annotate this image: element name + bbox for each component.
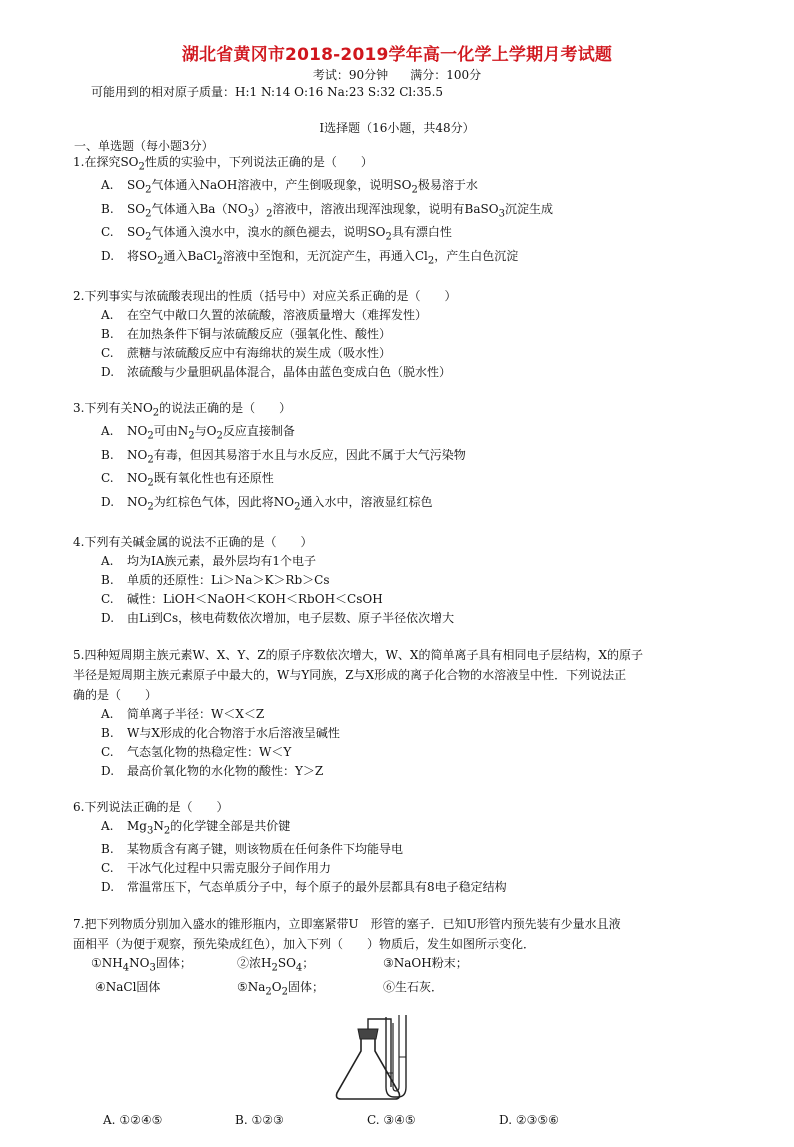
option-text: 简单离子半径：W＜X＜Z: [127, 706, 265, 721]
option-label: B.: [101, 201, 114, 216]
subscript: 4: [295, 962, 303, 974]
option-text: NO: [127, 447, 148, 462]
option-text: 某物质含有离子键，则该物质在任何条件下均能导电: [127, 842, 404, 857]
subscript: 2: [294, 500, 301, 512]
option-label: D.: [101, 364, 115, 379]
option-c: [73, 590, 733, 609]
subscript: 2: [147, 500, 154, 512]
subscript: 3: [498, 208, 505, 220]
option-label: B.: [235, 1113, 248, 1128]
subscript: 2: [145, 184, 152, 196]
option-b: [73, 200, 733, 223]
option-text: 通入BaCl: [163, 248, 217, 263]
substance-1: [91, 954, 237, 977]
question-stem: 6.下列说法正确的是（ ）: [73, 799, 229, 814]
substance-list: [73, 978, 733, 1001]
option-label: C.: [101, 744, 114, 759]
option-c: [73, 743, 733, 762]
item-text: ②浓H: [237, 956, 272, 971]
subscript: 2: [145, 208, 152, 220]
question-4: [73, 533, 733, 628]
option-label: D.: [101, 763, 115, 778]
subscript: 2: [157, 254, 164, 266]
option-text: 蔗糖与浓硫酸反应中有海绵状的炭生成（吸水性）: [127, 345, 392, 360]
option-label: C.: [367, 1113, 380, 1128]
question-7: [73, 914, 733, 1130]
option-text: ）: [254, 201, 267, 216]
option-b: [73, 325, 733, 344]
apparatus-figure: [73, 1007, 733, 1107]
option-text: W与X形成的化合物溶于水后溶液呈碱性: [127, 725, 340, 740]
option-text: NO: [127, 471, 148, 486]
exam-time: 考试：90分钟: [312, 68, 389, 82]
option-text: 碱性：LiOH＜NaOH＜KOH＜RbOH＜CsOH: [127, 591, 383, 606]
option-label: C.: [101, 345, 114, 360]
conical-flask: [337, 1037, 400, 1099]
question-stem: [73, 645, 733, 705]
option-label: A.: [101, 307, 114, 322]
option-label: B.: [101, 447, 114, 462]
option-d: [73, 363, 733, 382]
item-text: O: [271, 979, 282, 994]
option-text: NO: [127, 424, 148, 439]
option-label: A.: [101, 178, 114, 193]
subscript: 2: [216, 254, 223, 266]
option-text: 单质的还原性：Li＞Na＞K＞Rb＞Cs: [127, 572, 330, 587]
substance-list: [73, 954, 733, 977]
option-label: D.: [101, 610, 115, 625]
option-text: 气体通入Ba（NO: [151, 201, 248, 216]
option-text: Mg: [127, 818, 147, 833]
option-text: 为红棕色气体，因此将NO: [153, 494, 295, 509]
question-stem: 4.下列有关碱金属的说法不正确的是（ ）: [73, 534, 313, 549]
subscript: 2: [152, 407, 160, 419]
question-1: [73, 153, 733, 270]
substance-6: [383, 978, 443, 997]
part-title: 一、单选题（每小题3分）: [74, 139, 214, 153]
question-stem: 2.下列事实与浓硫酸表现出的性质（括号中）对应关系正确的是（ ）: [73, 288, 457, 303]
option-text: 气体通入NaOH溶液中，产生倒吸现象，说明SO: [151, 178, 412, 193]
subscript: 2: [271, 962, 278, 974]
option-text: 溶液中，溶液出现浑浊现象，说明有BaSO: [272, 201, 499, 216]
option-text: 反应直接制备: [222, 424, 295, 439]
option-label: D.: [101, 494, 115, 509]
option-text: ②③⑤⑥: [515, 1113, 559, 1128]
option-label: A.: [101, 553, 114, 568]
item-text: ；: [302, 956, 315, 971]
stem-line: 半径是短周期主族元素原子中最大的，W与Y同族，Z与X形成的离子化合物的水溶液呈中性．下列说法正: [73, 667, 627, 682]
exam-meta: [0, 66, 794, 83]
option-text: 浓硫酸与少量胆矾晶体混合，晶体由蓝色变成白色（脱水性）: [127, 364, 452, 379]
option-text: 具有漂白性: [391, 225, 452, 240]
subscript: 4: [122, 962, 130, 974]
option-text: 极易溶于水: [417, 178, 478, 193]
option-label: B.: [101, 326, 114, 341]
option-d: [73, 762, 733, 781]
option-d: [73, 247, 733, 270]
subscript: 2: [163, 825, 171, 837]
option-c: [73, 859, 733, 878]
subscript: 2: [216, 430, 223, 442]
option-text: SO: [127, 178, 146, 193]
option-label: A.: [101, 424, 114, 439]
item-text: ④NaCl固体: [95, 979, 161, 994]
stem-text: 的说法正确的是（ ）: [159, 400, 292, 415]
subscript: 2: [427, 254, 435, 266]
option-label: B.: [101, 572, 114, 587]
atomic-masses: 可能用到的相对原子质量：H:1 N:14 O:16 Na:23 S:32 Cl:35.5: [91, 85, 444, 99]
option-text: ①②③: [251, 1113, 284, 1128]
stem-line: 7.把下列物质分别加入盛水的锥形瓶内，立即塞紧带U 形管的塞子．已知U形管内预先装有少量水且液: [73, 917, 621, 932]
option-c: [73, 344, 733, 363]
option-text: 最高价氧化物的水化物的酸性：Y＞Z: [127, 763, 324, 778]
subscript: 3: [146, 825, 154, 837]
option-b: [73, 724, 733, 743]
option-label: D.: [101, 248, 115, 263]
answer-c: [367, 1111, 499, 1130]
section-title: I选择题（16小题，共48分）: [319, 121, 475, 135]
subscript: 2: [147, 454, 154, 466]
option-label: C.: [101, 861, 114, 876]
option-text: 气体通入溴水中，溴水的颜色褪去，说明SO: [151, 225, 386, 240]
option-text: 干冰气化过程中只需克服分子间作用力: [127, 861, 332, 876]
option-label: C.: [101, 591, 114, 606]
option-label: C.: [101, 225, 114, 240]
item-text: NO: [129, 956, 150, 971]
subscript: 2: [145, 231, 152, 243]
option-label: A.: [101, 818, 114, 833]
option-c: [73, 469, 733, 492]
item-text: ③NaOH粉末；: [383, 956, 468, 971]
option-label: C.: [101, 471, 114, 486]
option-a: [73, 705, 733, 724]
option-text: 气态氢化物的热稳定性：W＜Y: [127, 744, 292, 759]
option-text: 与O: [194, 424, 217, 439]
option-text: 可由N: [153, 424, 189, 439]
option-label: D.: [101, 880, 115, 895]
substance-2: [237, 954, 383, 977]
stem-text: 性质的实验中，下列说法正确的是（ ）: [144, 155, 373, 169]
question-stem: [73, 914, 733, 954]
item-text: ①NH: [91, 956, 123, 971]
subscript: 3: [247, 208, 255, 220]
option-d: [73, 493, 733, 516]
answer-b: [235, 1111, 367, 1130]
option-a: [73, 422, 733, 445]
option-a: [73, 817, 733, 840]
option-text: ，产生白色沉淀: [434, 248, 519, 263]
subscript: 2: [265, 986, 272, 998]
option-text: 通入水中，溶液显红棕色: [300, 494, 433, 509]
substance-4: [95, 978, 237, 997]
option-text: 的化学键全部是共价键: [170, 818, 291, 833]
item-text: SO: [277, 956, 296, 971]
stem-line: 5.四种短周期主族元素W、X、Y、Z的原子序数依次增大，W、X的简单离子具有相同电子层结构，X的原子: [73, 647, 644, 662]
exam-score: 满分：100分: [410, 68, 482, 82]
option-label: A.: [101, 706, 114, 721]
subscript: 2: [138, 161, 145, 173]
option-text: N: [153, 818, 164, 833]
substance-5: [237, 978, 383, 1001]
option-text: 在空气中敞口久置的浓硫酸，溶液质量增大（难挥发性）: [127, 307, 428, 322]
option-text: 溶液中至饱和，无沉淀产生，再通入Cl: [222, 248, 428, 263]
option-c: [73, 223, 733, 246]
option-b: [73, 840, 733, 859]
question-2: [73, 287, 733, 382]
question-stem: [73, 399, 733, 422]
item-text: 固体；: [288, 979, 325, 994]
option-b: [73, 571, 733, 590]
stopper: [358, 1029, 378, 1039]
subscript: 2: [266, 208, 273, 220]
subscript: 2: [281, 986, 289, 998]
flask-u-tube-diagram: [331, 1013, 443, 1105]
questions: [73, 153, 733, 1147]
stem-line: 面相平（为便于观察，预先染成红色），加入下列（ ）物质后，发生如图所示变化．: [73, 937, 536, 952]
option-d: [73, 878, 733, 897]
question-stem: [73, 153, 733, 176]
option-text: NO: [127, 494, 148, 509]
u-tube: [386, 1015, 406, 1097]
item-text: ⑥生石灰．: [383, 979, 444, 994]
answer-a: [103, 1111, 235, 1130]
subscript: 2: [411, 184, 418, 196]
question-6: [73, 798, 733, 897]
option-text: 均为ⅠA族元素，最外层均有1个电子: [127, 553, 317, 568]
option-text: ③④⑤: [383, 1113, 416, 1128]
subscript: 2: [385, 231, 392, 243]
answer-options: [73, 1111, 733, 1130]
question-5: [73, 645, 733, 781]
option-text: SO: [127, 201, 146, 216]
option-text: 既有氧化性也有还原性: [153, 471, 274, 486]
option-label: D.: [499, 1113, 513, 1128]
stem-text: 1.在探究SO: [73, 155, 139, 169]
exam-title: 湖北省黄冈市2018-2019学年高一化学上学期月考试题: [181, 45, 613, 65]
subscript: 2: [147, 430, 154, 442]
subscript: 3: [149, 962, 156, 974]
substance-3: [383, 954, 468, 973]
subscript: 2: [147, 477, 154, 489]
item-text: 固体；: [155, 956, 192, 971]
option-a: [73, 176, 733, 199]
answer-d: [499, 1111, 631, 1130]
option-b: [73, 446, 733, 469]
option-a: [73, 306, 733, 325]
option-text: 由Li到Cs，核电荷数依次增加，电子层数、原子半径依次增大: [127, 610, 455, 625]
option-text: 沉淀生成: [504, 201, 553, 216]
item-text: ⑤Na: [237, 979, 266, 994]
question-3: [73, 399, 733, 516]
option-label: A.: [103, 1113, 116, 1128]
stem-line: 确的是（ ）: [73, 687, 158, 702]
option-text: SO: [127, 225, 146, 240]
option-text: 将SO: [127, 248, 158, 263]
option-label: B.: [101, 842, 114, 857]
option-d: [73, 609, 733, 628]
option-a: [73, 552, 733, 571]
u-tube-inner: [393, 1015, 399, 1091]
option-text: 有毒，但因其易溶于水且与水反应，因此不属于大气污染物: [153, 447, 466, 462]
option-text: ①②④⑤: [119, 1113, 163, 1128]
option-text: 常温常压下，气态单质分子中，每个原子的最外层都具有8电子稳定结构: [127, 880, 507, 895]
option-label: B.: [101, 725, 114, 740]
subscript: 2: [188, 430, 195, 442]
stem-text: 3.下列有关NO: [73, 400, 153, 415]
option-text: 在加热条件下铜与浓硫酸反应（强氧化性、酸性）: [127, 326, 392, 341]
